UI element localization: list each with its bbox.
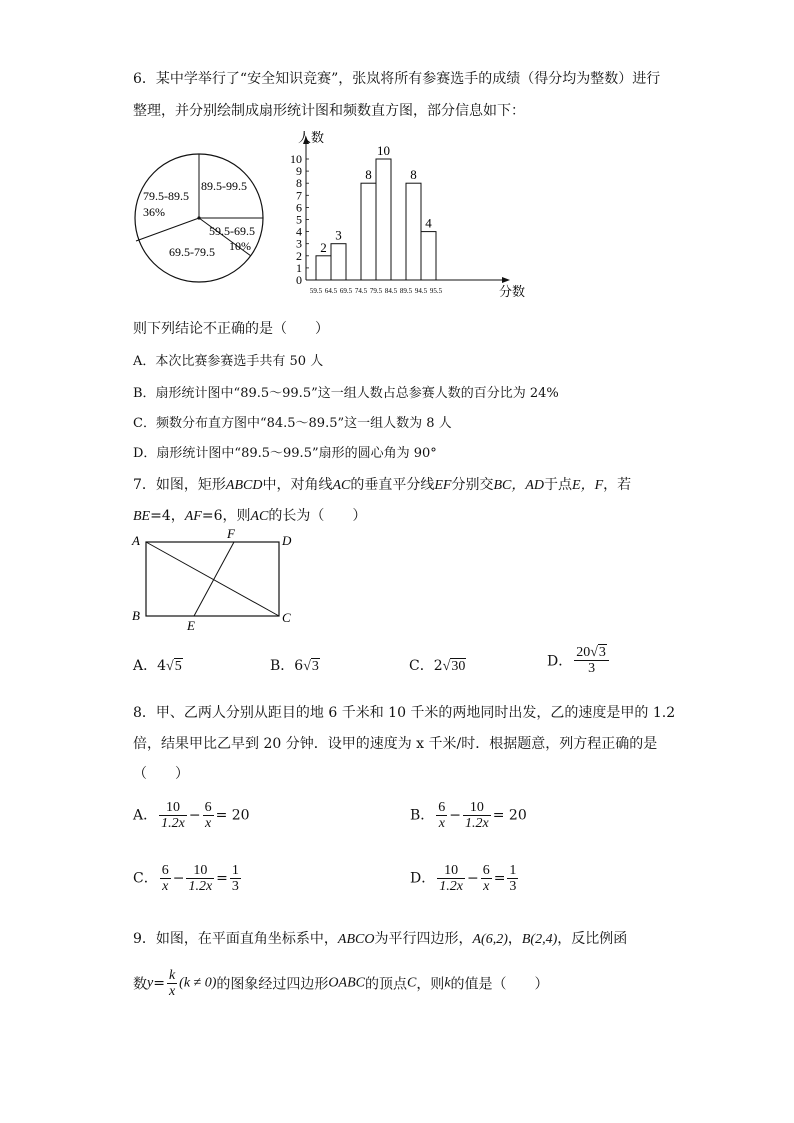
label-C: C (282, 610, 291, 625)
label-B: B (132, 608, 140, 623)
q6-question: 则下列结论不正确的是（ ） (133, 321, 329, 337)
y-axis-label: 人数 (298, 130, 325, 145)
histogram-bar (376, 159, 391, 280)
q7-stem-line2: BE=4，AF=6，则AC的长为（ ） (133, 508, 367, 524)
y-tick-label: 5 (296, 212, 302, 227)
x-tick-label: 59.5 (309, 287, 323, 295)
x-tick-label: 94.5 (414, 287, 428, 295)
y-tick-label: 4 (296, 224, 302, 239)
x-axis-label: 分数 (499, 284, 526, 299)
q9-stem-line1: 9．如图，在平面直角坐标系中，ABCO为平行四边形，A(6,2)，B(2,4)，反比例函 (133, 931, 628, 947)
q7-option-a: A．4√5 (133, 658, 182, 674)
histogram-chart (280, 126, 530, 302)
label-A: A (132, 533, 140, 548)
pie-divider-left (136, 218, 199, 241)
q6-option-a: A．本次比赛参赛选手共有 50 人 (133, 354, 324, 369)
bar-value-label: 10 (377, 143, 390, 158)
pie-label-79-89: 79.5-89.5 (143, 189, 189, 203)
y-tick-label: 8 (296, 176, 302, 191)
q8-option-a: A． $\frac{10}{1.2x}$ − $\frac{6}{x}$ = 20 (133, 800, 250, 831)
histogram-bar (421, 232, 436, 280)
histogram-bar (406, 183, 421, 280)
y-tick-label: 3 (296, 236, 302, 251)
histogram-bar (316, 256, 331, 280)
q8-stem-line2: 倍，结果甲比乙早到 20 分钟．设甲的速度为 x 千米/时．根据题意，列方程正确的是 (133, 736, 658, 752)
q7-option-c: C．2√30 (409, 658, 466, 674)
y-tick-label: 10 (290, 152, 302, 166)
bar-value-label: 8 (410, 167, 417, 183)
q8-stem-line3: （ ） (133, 766, 189, 782)
bar-value-label: 2 (320, 239, 327, 255)
pie-label-79-89-pct: 36% (143, 205, 165, 219)
y-tick-label: 0 (296, 273, 302, 287)
x-tick-label: 79.5 (369, 287, 383, 295)
q8-option-c: C． $\frac{6}{x}$ − $\frac{10}{1.2x}$ = $\frac{1}{3}$ (133, 863, 239, 894)
y-tick-label: 6 (296, 200, 302, 215)
label-D: D (282, 533, 292, 548)
pie-label-69-79: 69.5-79.5 (169, 245, 215, 259)
x-axis-arrow (502, 277, 510, 283)
q7-rectangle-figure (128, 528, 308, 634)
q7-option-d: D． $\frac{20√3}{3}$ (547, 645, 611, 676)
segment-ef (194, 542, 234, 616)
q6-stem-line2: 整理，并分别绘制成扇形统计图和频数直方图，部分信息如下： (133, 103, 525, 119)
y-tick-label: 1 (296, 260, 302, 275)
q6-option-d: D．扇形统计图中“89.5～99.5”扇形的圆心角为 90° (133, 446, 437, 461)
diagonal-ac (146, 542, 279, 616)
bar-value-label: 8 (365, 167, 372, 183)
histogram-bar (331, 244, 346, 280)
pie-label-59-69-pct: 10% (229, 239, 251, 253)
x-tick-label: 69.5 (339, 287, 353, 295)
q7-option-b: B．6√3 (270, 658, 319, 674)
y-tick-label: 9 (296, 164, 302, 179)
y-tick-label: 7 (296, 188, 302, 203)
pie-label-59-69: 59.5-69.5 (209, 224, 255, 238)
pie-label-89-99: 89.5-99.5 (201, 179, 247, 193)
q8-option-b: B． $\frac{6}{x}$ − $\frac{10}{1.2x}$ = 20 (410, 800, 527, 831)
label-E: E (187, 618, 195, 633)
q6-stem-line1: 6．某中学举行了“安全知识竞赛”，张岚将所有参赛选手的成绩（得分均为整数）进行 (133, 71, 661, 87)
x-tick-label: 95.5 (429, 287, 443, 295)
pie-chart (130, 148, 270, 290)
q6-option-b: B．扇形统计图中“89.5～99.5”这一组人数占总参赛人数的百分比为 24% (133, 386, 559, 401)
label-F: F (227, 528, 235, 541)
q8-option-d: D． $\frac{10}{1.2x}$ − $\frac{6}{x}$ = $\frac{1}{3}$ (410, 863, 517, 894)
y-tick-label: 2 (296, 248, 302, 263)
x-tick-label: 74.5 (354, 287, 368, 295)
q6-option-c: C．频数分布直方图中“84.5～89.5”这一组人数为 8 人 (133, 416, 452, 431)
q7-stem-line1: 7．如图，矩形ABCD中，对角线AC的垂直平分线EF分别交BC，AD于点E，F，若 (133, 477, 632, 493)
x-tick-label: 64.5 (324, 287, 338, 295)
q9-stem-line2: 数y= $\frac{k}{x}$ (k ≠ 0)的图象经过四边形OABC的顶点C，则k的值是（ ） (133, 968, 549, 999)
bar-value-label: 3 (335, 227, 342, 243)
histogram-bar (361, 183, 376, 280)
bar-value-label: 4 (425, 215, 432, 231)
q8-stem-line1: 8．甲、乙两人分别从距目的地 6 千米和 10 千米的两地同时出发，乙的速度是甲的 1.2 (133, 705, 676, 721)
x-tick-label: 84.5 (384, 287, 398, 295)
pie-center (197, 216, 200, 219)
x-tick-label: 89.5 (399, 287, 413, 295)
